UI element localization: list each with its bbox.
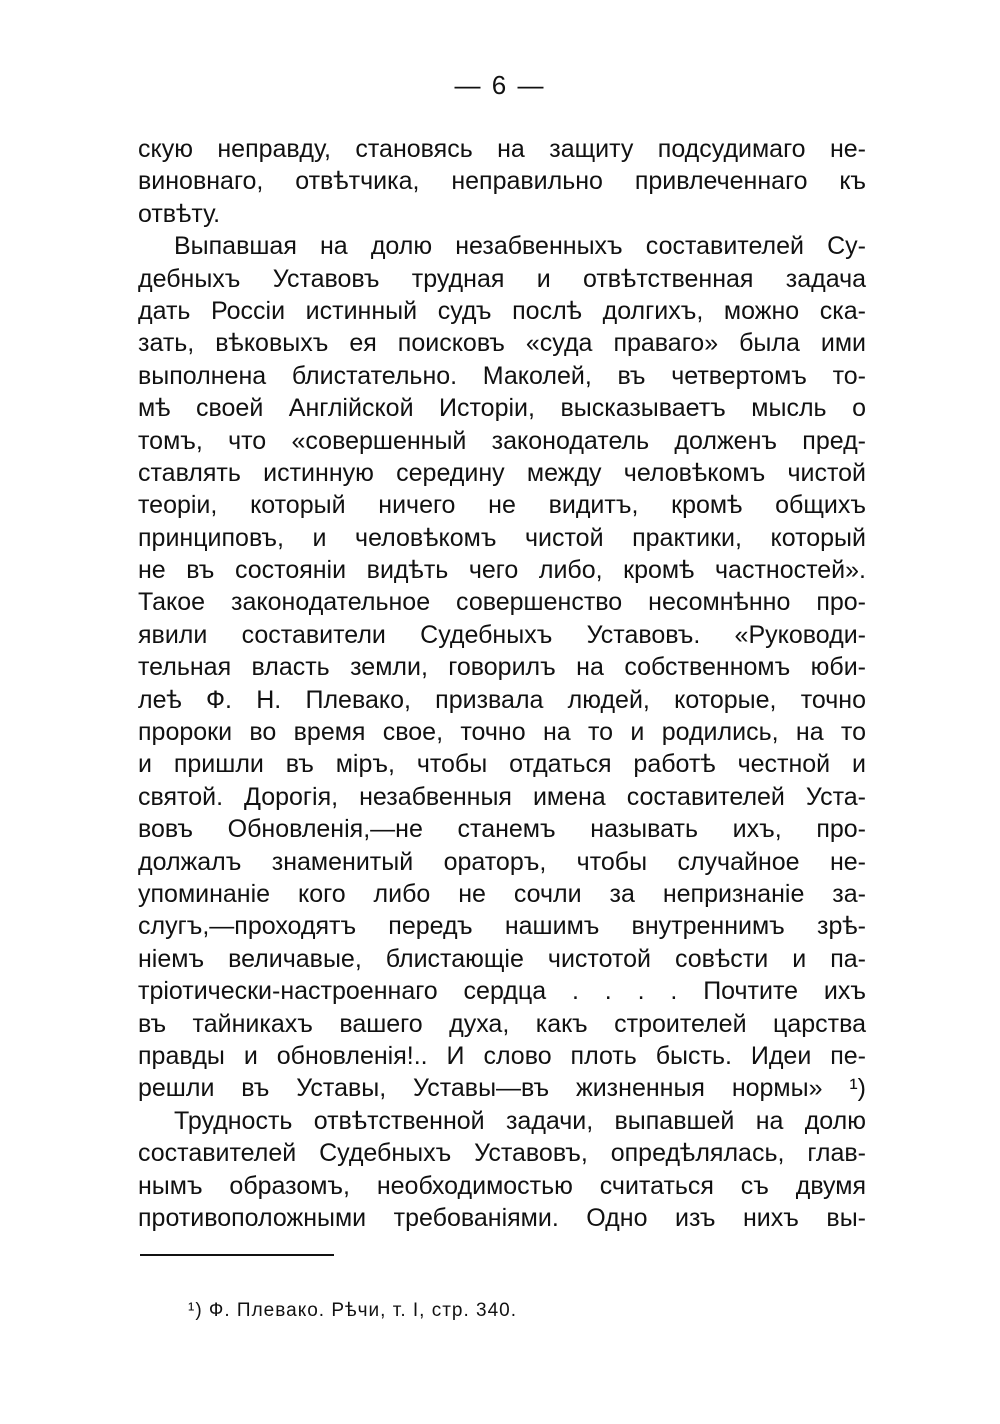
body-text: [138, 133, 866, 1234]
text-line: правды и обновленія!.. И слово плоть бысть. Идеи пе-: [138, 1041, 866, 1070]
text-line: выполнена блистательно. Маколей, въ четвертомъ то-: [138, 361, 866, 390]
text-line: Трудность отвѣтственной задачи, выпавшей на долю: [174, 1106, 866, 1135]
text-line: дать Россіи истинный судъ послѣ долгихъ, можно ска-: [138, 296, 866, 325]
text-line: пророки во время свое, точно на то и родились, на то: [138, 718, 866, 747]
footnote: ¹) Ф. Плевако. Рѣчи, т. I, стр. 340.: [188, 1300, 518, 1321]
text-line: зать, вѣковыхъ ея поисковъ «суда праваго» была ими: [138, 329, 866, 358]
text-line: ніемъ величавые, блистающіе чистотой совѣсти и па-: [138, 944, 866, 973]
text-line: Выпавшая на долю незабвенныхъ составителей Су-: [174, 232, 866, 261]
text-line: составителей Судебныхъ Уставовъ, опредѣлялась, глав-: [138, 1139, 866, 1168]
text-line: противоположными требованіями. Одно изъ нихъ вы-: [138, 1203, 866, 1232]
text-line: слугъ,—проходятъ передъ нашимъ внутреннимъ зрѣ-: [138, 912, 866, 941]
text-line: тріотически-настроеннаго сердца . . . . Почтите ихъ: [138, 977, 866, 1006]
text-line: упоминаніе кого либо не сочли за непризнаніе за-: [138, 879, 866, 908]
text-line: должалъ знаменитый ораторъ, чтобы случайное не-: [138, 847, 866, 876]
text-line: вовъ Обновленія,—не станемъ называть ихъ, про-: [138, 815, 866, 844]
text-line: и пришли въ міръ, чтобы отдаться работѣ честной и: [138, 750, 866, 779]
text-line: томъ, что «совершенный законодатель долженъ пред-: [138, 426, 866, 455]
text-line: нымъ образомъ, необходимостью считаться съ двумя: [138, 1171, 866, 1200]
text-line: святой. Дорогія, незабвенныя имена составителей Уста-: [138, 782, 866, 811]
text-line: въ тайникахъ вашего духа, какъ строителей царства: [138, 1009, 866, 1038]
text-line: ставлять истинную середину между человѣкомъ чистой: [138, 458, 866, 487]
text-line: Такое законодательное совершенство несомнѣнно про-: [138, 588, 866, 617]
text-line: принциповъ, и человѣкомъ чистой практики, который: [138, 523, 866, 552]
text-line: мѣ своей Англійской Исторіи, высказываетъ мысль о: [138, 394, 866, 423]
text-line: тельная власть земли, говорилъ на собственномъ юби-: [138, 653, 866, 682]
text-line: решли въ Уставы, Уставы—въ жизненныя нормы» ¹): [138, 1074, 866, 1103]
text-line: дебныхъ Уставовъ трудная и отвѣтственная задача: [138, 264, 866, 293]
text-line: отвѣту.: [138, 199, 221, 228]
text-line: теоріи, который ничего не видитъ, кромѣ общихъ: [138, 491, 866, 520]
text-line: явили составители Судебныхъ Уставовъ. «Руководи-: [138, 620, 866, 649]
page-number: — 6 —: [454, 70, 546, 100]
footnote-divider: [140, 1254, 334, 1256]
text-line: скую неправду, становясь на защиту подсудимаго не-: [138, 135, 866, 163]
text-line: не въ состояніи видѣть чего либо, кромѣ частностей».: [138, 556, 866, 585]
text-line: виновнаго, отвѣтчика, неправильно привлеченнаго къ: [138, 167, 866, 196]
text-line: леѣ Ф. Н. Плевако, призвала людей, которые, точно: [138, 685, 866, 714]
